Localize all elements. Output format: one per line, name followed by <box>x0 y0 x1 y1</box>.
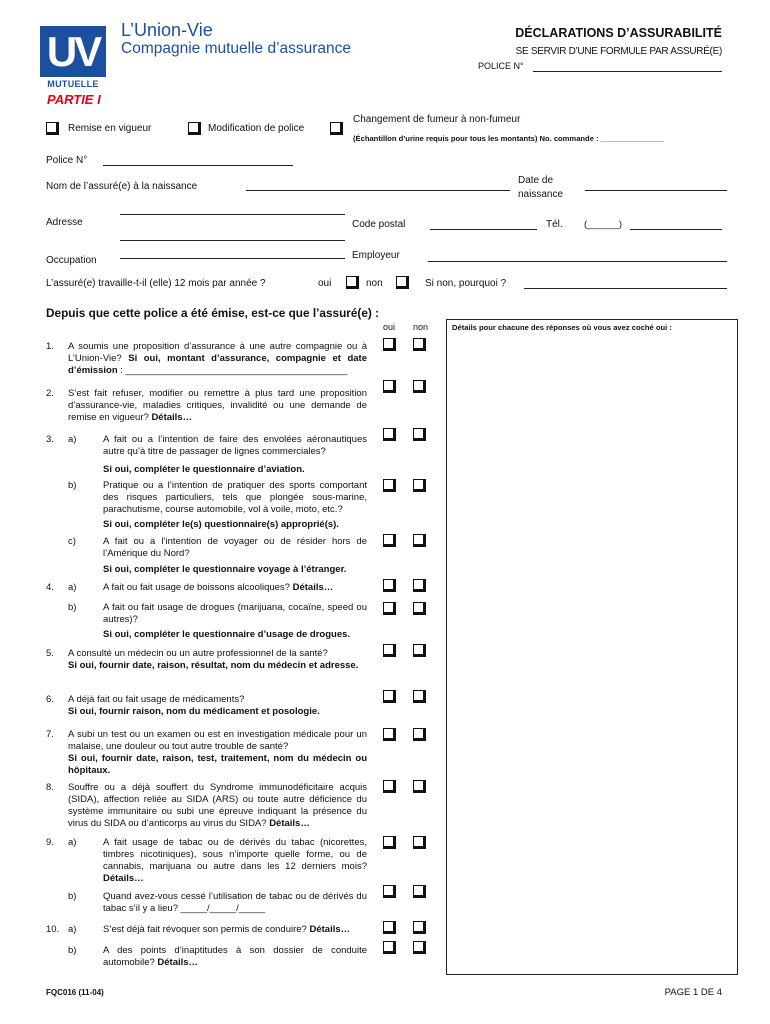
birth-date-field[interactable] <box>585 190 727 191</box>
question-1 <box>0 341 380 376</box>
question-instruction: Détails… <box>103 873 144 884</box>
policy-number-field[interactable] <box>103 165 293 166</box>
phone-number-field[interactable] <box>630 229 722 230</box>
question-6 <box>0 694 380 717</box>
q9a-no-checkbox[interactable] <box>413 836 426 849</box>
question-4b <box>0 602 380 625</box>
question-letter: b) <box>68 480 77 491</box>
company-subtitle: Compagnie mutuelle d’assurance <box>121 40 352 57</box>
question-body: A fait ou fait usage de boissons alcooliques? <box>103 582 293 593</box>
question-3c <box>0 536 380 559</box>
question-text <box>103 582 367 594</box>
policy-change-checkbox[interactable] <box>188 122 201 135</box>
q6-no-checkbox[interactable] <box>413 690 426 703</box>
question-text <box>68 782 367 830</box>
birth-date-label: Date de naissance <box>518 175 564 200</box>
question-body: Souffre ou a déjà souffert du Syndrome immunodéficitaire acquis (SIDA), affection reliée au SIDA (ARS) ou toute autre déficience du système immunitaire ou subi une épreuve indiquant la présence du virus du SIDA ou d’anticorps au virus du SIDA? <box>68 782 367 829</box>
question-text <box>68 729 367 777</box>
postal-code-label: Code postal <box>352 219 406 230</box>
question-text: A fait ou a l’intention de voyager ou de résider hors de l’Amérique du Nord? <box>103 536 367 559</box>
question-letter: a) <box>68 582 77 593</box>
question-letter: b) <box>68 891 77 902</box>
question-number: 3. <box>46 434 54 445</box>
question-instruction: Détails… <box>292 582 334 593</box>
employer-label: Employeur <box>352 250 400 261</box>
smoker-change-checkbox[interactable] <box>330 122 343 135</box>
q10a-yes-checkbox[interactable] <box>383 921 396 934</box>
works-full-year-yes-label: oui <box>318 278 332 289</box>
question-instruction: Si oui, montant d’assurance, compagnie et date d’émission <box>68 353 367 376</box>
q8-yes-checkbox[interactable] <box>383 780 396 793</box>
question-body: S’est déjà fait révoquer son permis de conduire? <box>103 924 310 935</box>
no-column-label: non <box>413 322 429 332</box>
q10b-yes-checkbox[interactable] <box>383 941 396 954</box>
page-number: PAGE 1 DE 4 <box>664 987 722 998</box>
q3c-no-checkbox[interactable] <box>413 534 426 547</box>
q5-yes-checkbox[interactable] <box>383 644 396 657</box>
q7-yes-checkbox[interactable] <box>383 728 396 741</box>
question-text: A fait ou fait usage de drogues (marijuana, cocaïne, speed ou autres)? <box>103 602 367 625</box>
question-text <box>103 945 367 969</box>
q4a-no-checkbox[interactable] <box>413 579 426 592</box>
q10b-no-checkbox[interactable] <box>413 941 426 954</box>
address-field-line-1[interactable] <box>120 214 345 215</box>
q4b-no-checkbox[interactable] <box>413 602 426 615</box>
policy-change-label: Modification de police <box>208 123 305 134</box>
question-text <box>68 341 367 377</box>
q3c-yes-checkbox[interactable] <box>383 534 396 547</box>
question-9b <box>0 891 380 914</box>
question-number: 5. <box>46 648 54 659</box>
question-body: A des points d’inaptitudes à son dossier de conduite automobile? <box>103 945 367 968</box>
question-instruction: Détails… <box>269 818 310 829</box>
question-3b <box>0 480 380 515</box>
question-instruction: Si oui, fournir date, raison, test, traitement, nom du médecin ou hôpitaux. <box>68 753 367 776</box>
question-letter: c) <box>68 536 76 547</box>
policy-number-label: Police N° <box>46 155 88 166</box>
details-label: Détails pour chacune des réponses où vous avez coché oui : <box>452 323 672 332</box>
occupation-label: Occupation <box>46 255 97 266</box>
question-8 <box>0 782 380 829</box>
question-body: A subi un test ou un examen ou est en investigation médicale pour un malaise, une douleur ou tout autre trouble de santé? <box>68 729 367 752</box>
aviation-questionnaire-note: Si oui, compléter le questionnaire d’aviation. <box>103 464 305 475</box>
q1-yes-checkbox[interactable] <box>383 338 396 351</box>
question-number: 6. <box>46 694 54 705</box>
question-letter: a) <box>68 924 77 935</box>
question-instruction: Détails… <box>309 924 351 935</box>
question-9a <box>0 837 380 884</box>
works-full-year-no-checkbox[interactable] <box>396 276 409 289</box>
q3b-no-checkbox[interactable] <box>413 479 426 492</box>
q6-yes-checkbox[interactable] <box>383 690 396 703</box>
q3a-yes-checkbox[interactable] <box>383 428 396 441</box>
birth-name-label: Nom de l’assuré(e) à la naissance <box>46 181 198 192</box>
question-number: 2. <box>46 388 54 399</box>
question-body: A fait usage de tabac ou de dérivés du tabac (nicorettes, timbres nicotiniques), sous n’importe quelle forme, ou de cannabis, marijuana ou autre dans les 12 derniers mois? <box>103 837 367 872</box>
q1-no-checkbox[interactable] <box>413 338 426 351</box>
question-number: 7. <box>46 729 54 740</box>
question-number: 4. <box>46 582 54 593</box>
q5-no-checkbox[interactable] <box>413 644 426 657</box>
header-policy-label: POLICE N° <box>478 61 524 71</box>
question-body: A consulté un médecin ou un autre professionnel de la santé? <box>68 648 328 659</box>
q10a-no-checkbox[interactable] <box>413 921 426 934</box>
question-number: 1. <box>46 341 54 352</box>
details-field[interactable] <box>446 319 738 975</box>
question-letter: b) <box>68 602 77 613</box>
works-full-year-no-label: non <box>366 278 383 289</box>
question-instruction: Détails… <box>157 957 199 968</box>
travel-questionnaire-note: Si oui, compléter le questionnaire voyage à l’étranger. <box>103 564 347 575</box>
question-4a <box>0 582 380 593</box>
q2-no-checkbox[interactable] <box>413 380 426 393</box>
q4b-yes-checkbox[interactable] <box>383 602 396 615</box>
question-instruction: Si oui, fournir raison, nom du médicament et posologie. <box>68 706 320 717</box>
question-text: Pratique ou a l’intention de pratiquer des sports comportant des risques particuliers, tels que plongée sous-marine, parachutisme, course automobile, vol à voile, moto, etc.? <box>103 480 367 515</box>
question-instruction: Si oui, fournir date, raison, résultat, nom du médecin et adresse. <box>68 660 359 671</box>
q3a-no-checkbox[interactable] <box>413 428 426 441</box>
question-letter: b) <box>68 945 77 956</box>
phone-label: Tél. <box>546 219 563 230</box>
question-text <box>68 648 367 672</box>
form-title: DÉCLARATIONS D’ASSURABILITÉ <box>515 26 722 40</box>
question-body: A soumis une proposition d’assurance à une autre compagnie ou à L’Union-Vie? <box>68 341 367 364</box>
form-code: FQC016 (11-04) <box>46 988 104 997</box>
question-2 <box>0 388 380 423</box>
company-name: L’Union-Vie <box>121 20 213 40</box>
question-number: 8. <box>46 782 54 793</box>
why-not-field[interactable] <box>524 288 727 289</box>
question-body: S’est fait refuser, modifier ou remettre à plus tard une proposition d’assurance-vie, maladies critiques, invalidité ou une demande de remise en vigueur? <box>68 388 367 423</box>
q2-yes-checkbox[interactable] <box>383 380 396 393</box>
q7-no-checkbox[interactable] <box>413 728 426 741</box>
form-instruction: SE SERVIR D’UNE FORMULE PAR ASSURÉ(E) <box>515 46 722 57</box>
yes-column-label: oui <box>383 322 396 332</box>
q9b-yes-checkbox[interactable] <box>383 885 396 898</box>
why-not-label: Si non, pourquoi ? <box>425 278 507 289</box>
smoker-change-label: Changement de fumeur à non-fumeur <box>353 114 521 125</box>
urine-sample-note: (Échantillon d’urine requis pour tous les montants) No. commande : _______________ <box>353 134 665 143</box>
question-10a <box>0 924 380 935</box>
address-label: Adresse <box>46 217 83 228</box>
address-field-line-2[interactable] <box>120 240 345 241</box>
birth-name-field[interactable] <box>246 190 510 191</box>
q4a-yes-checkbox[interactable] <box>383 579 396 592</box>
question-number: 9. <box>46 837 54 848</box>
question-text <box>68 388 367 424</box>
question-letter: a) <box>68 837 77 848</box>
question-10b <box>0 945 380 968</box>
q3b-yes-checkbox[interactable] <box>383 479 396 492</box>
logo-letters: UV <box>46 28 100 75</box>
part-label: PARTIE I <box>47 92 101 107</box>
question-5 <box>0 648 380 671</box>
reinstatement-label: Remise en vigueur <box>68 123 152 134</box>
question-number: 10. <box>46 924 60 935</box>
question-7 <box>0 729 380 776</box>
postal-code-field[interactable] <box>430 229 537 230</box>
question-instruction: Détails… <box>151 412 193 423</box>
works-full-year-label: L’assuré(e) travaille-t-il (elle) 12 mois par année ? <box>46 278 266 289</box>
question-body: A déjà fait ou fait usage de médicaments? <box>68 694 245 705</box>
q8-no-checkbox[interactable] <box>413 780 426 793</box>
header-policy-number-field[interactable] <box>533 71 722 72</box>
logo-caption: MUTUELLE <box>47 79 99 89</box>
q9a-yes-checkbox[interactable] <box>383 836 396 849</box>
question-3a <box>0 434 380 457</box>
question-text: A fait ou a l’intention de faire des envolées aéronautiques autre qu’à titre de passager de lignes commerciales? <box>103 434 367 457</box>
question-answer-line: : __________________________________________ <box>117 365 348 376</box>
question-text <box>68 694 367 718</box>
company-logo <box>40 26 106 77</box>
question-text: Quand avez-vous cessé l’utilisation de tabac ou de dérivés du tabac s’il y a lieu? _____/_____/_____ <box>103 891 367 914</box>
q9b-no-checkbox[interactable] <box>413 885 426 898</box>
works-full-year-yes-checkbox[interactable] <box>346 276 359 289</box>
employer-field[interactable] <box>428 261 727 262</box>
question-text <box>103 837 367 885</box>
phone-area-code-field[interactable]: (______) <box>584 219 623 230</box>
reinstatement-checkbox[interactable] <box>46 122 59 135</box>
question-text <box>103 924 367 936</box>
sports-questionnaire-note: Si oui, compléter le(s) questionnaire(s) approprié(s). <box>103 519 339 530</box>
drugs-questionnaire-note: Si oui, compléter le questionnaire d’usage de drogues. <box>103 629 351 640</box>
question-letter: a) <box>68 434 77 445</box>
questionnaire-heading: Depuis que cette police a été émise, est-ce que l’assuré(e) : <box>46 306 380 320</box>
occupation-field[interactable] <box>120 258 345 259</box>
